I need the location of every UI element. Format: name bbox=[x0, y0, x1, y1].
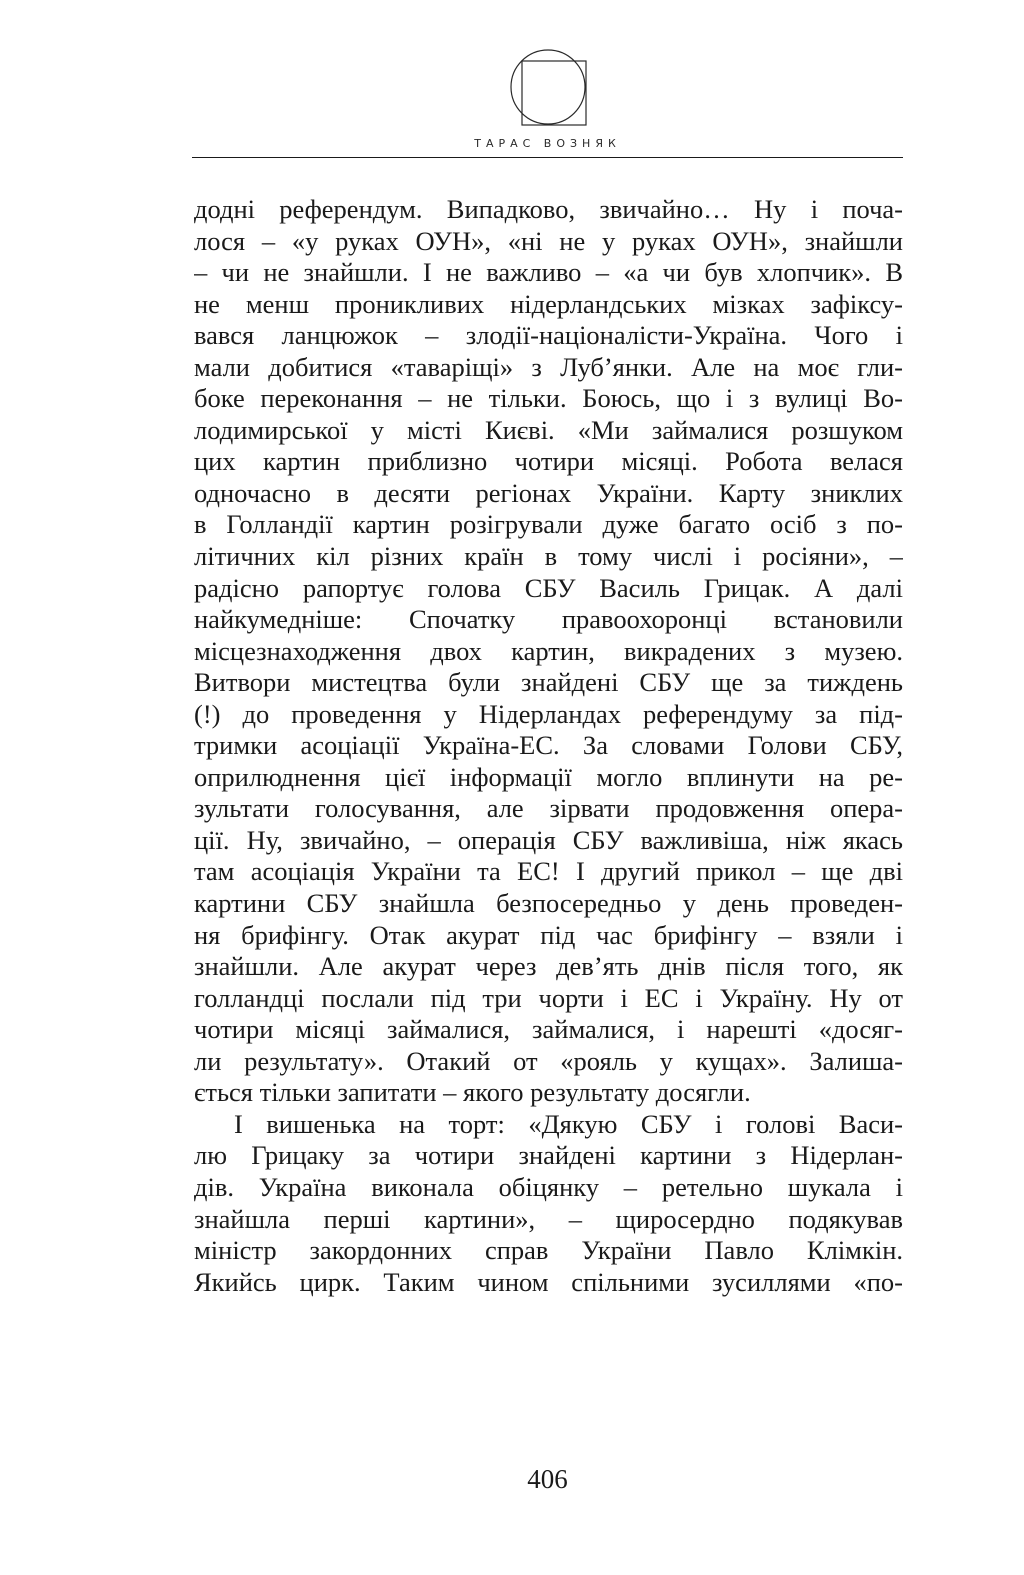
text-line: радісно рапортує голова СБУ Василь Грицак. А далі bbox=[194, 572, 903, 603]
text-line: оприлюднення цієї інформації могло вплинути на ре- bbox=[194, 761, 903, 792]
text-line: Якийсь цирк. Таким чином спільними зусиллями «по- bbox=[194, 1266, 903, 1297]
text-line: лося – «у руках ОУН», «ні не у руках ОУН», знайшли bbox=[194, 225, 903, 256]
text-line: місцезнаходження двох картин, викрадених з музею. bbox=[194, 635, 903, 666]
page-number: 406 bbox=[527, 1464, 568, 1494]
text-line: міністр закордонних справ України Павло Клімкін. bbox=[194, 1235, 903, 1266]
text-line: – чи не знайшли. І не важливо – «а чи був хлопчик». В bbox=[194, 257, 903, 288]
text-line: дів. Україна виконала обіцянку – ретельно шукала і bbox=[194, 1171, 903, 1202]
running-head: ТАРАС ВОЗНЯК bbox=[474, 137, 621, 150]
text-line: боке переконання – не тільки. Боюсь, що і з вулиці Во- bbox=[194, 383, 903, 414]
emblem-icon bbox=[509, 48, 587, 126]
text-line: ня брифінгу. Отак акурат під час брифінгу – взяли і bbox=[194, 919, 903, 950]
body-text bbox=[194, 194, 903, 1298]
text-line: картини СБУ знайшла безпосередньо у день проведен- bbox=[194, 888, 903, 919]
text-line: не менш проникливих нідерландських мізках зафіксу- bbox=[194, 288, 903, 319]
text-line: знайшла перші картини», – щиросердно подякував bbox=[194, 1203, 903, 1234]
header-rule bbox=[192, 157, 903, 158]
text-line: вався ланцюжок – злодії-націоналісти-Україна. Чого і bbox=[194, 320, 903, 351]
text-line: літичних кіл різних країн в тому числі і росіяни», – bbox=[194, 541, 903, 572]
text-line: зультати голосування, але зірвати продовження опера- bbox=[194, 793, 903, 824]
text-line: додні референдум. Випадково, звичайно… Ну і поча- bbox=[194, 194, 903, 224]
text-line: цих картин приблизно чотири місяці. Робота велася bbox=[194, 446, 903, 477]
text-line: ли результату». Отакий от «рояль у кущах». Залиша- bbox=[194, 1045, 903, 1076]
text-line: ється тільки запитати – якого результату досягли. bbox=[194, 1077, 751, 1108]
text-line: там асоціація України та ЕС! І другий прикол – ще дві bbox=[194, 856, 903, 887]
text-line: І вишенька на торт: «Дякую СБУ і голові Васи- bbox=[234, 1108, 903, 1139]
text-line: в Голландії картин розігрували дуже багато осіб з по- bbox=[194, 509, 903, 540]
text-line: тримки асоціації Україна-ЕС. За словами Голови СБУ, bbox=[194, 730, 903, 761]
text-line: голландці послали під три чорти і ЕС і Україну. Ну от bbox=[194, 982, 903, 1013]
text-line: лю Грицаку за чотири знайдені картини з Нідерлан- bbox=[194, 1140, 903, 1171]
text-line: одночасно в десяти регіонах України. Карту зниклих bbox=[194, 477, 903, 508]
text-line: ції. Ну, звичайно, – операція СБУ важливіша, ніж якась bbox=[194, 824, 903, 855]
text-line: мали добитися «таваріщі» з Луб’янки. Але на моє гли- bbox=[194, 351, 903, 382]
text-line: (!) до проведення у Нідерландах референдуму за під- bbox=[194, 698, 903, 729]
text-line: знайшли. Але акурат через дев’ять днів після того, як bbox=[194, 951, 903, 982]
text-line: чотири місяці займалися, займалися, і нарешті «досяг- bbox=[194, 1014, 903, 1045]
text-line: Витвори мистецтва були знайдені СБУ ще за тиждень bbox=[194, 667, 903, 698]
text-line: лодимирської у місті Києві. «Ми займалися розшуком bbox=[194, 414, 903, 445]
text-line: найкумедніше: Спочатку правоохоронці встановили bbox=[194, 604, 903, 635]
